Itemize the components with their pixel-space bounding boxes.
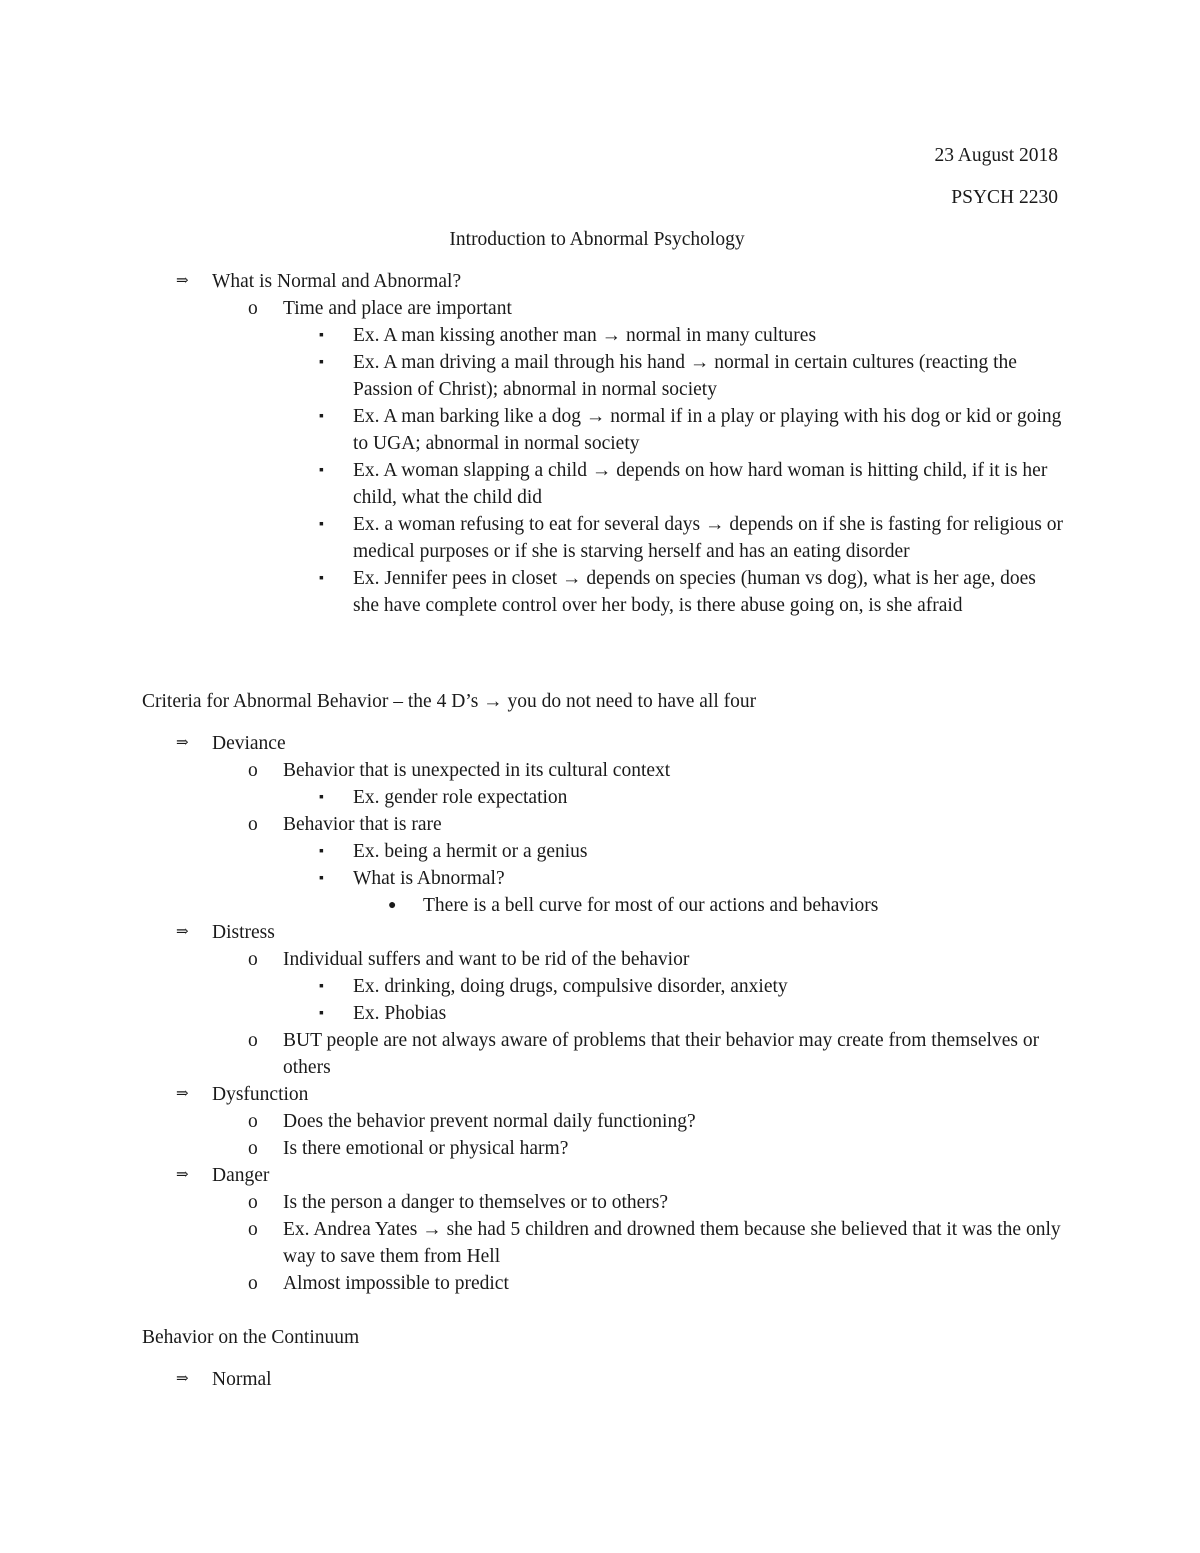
square-bullet-icon: ▪ <box>319 1006 324 1021</box>
continuum-heading: Behavior on the Continuum <box>142 1327 360 1348</box>
square-bullet-icon: ▪ <box>319 844 324 859</box>
list-item: ⇒ Deviance <box>0 730 1200 757</box>
list-item: o BUT people are not always aware of problems that their behavior may create from themselves or others <box>0 1027 1200 1081</box>
list-item: ▪ What is Abnormal? <box>0 865 1200 892</box>
list-item: ▪ Ex. A woman slapping a child → depends on how hard woman is hitting child, if it is her child, what the child did <box>0 457 1200 511</box>
list-item: ▪ Ex. Jennifer pees in closet → depends on species (human vs dog), what is her age, does she have complete control over her body, is there abuse going on, is she afraid <box>0 565 1200 619</box>
list-item: o Does the behavior prevent normal daily functioning? <box>0 1108 1200 1135</box>
list-item: ▪ Ex. drinking, doing drugs, compulsive disorder, anxiety <box>0 973 1200 1000</box>
circle-bullet-icon: o <box>248 760 258 781</box>
list-item: ● There is a bell curve for most of our actions and behaviors <box>0 892 1200 919</box>
list-item: ⇒ Danger <box>0 1162 1200 1189</box>
list-item: o Ex. Andrea Yates → she had 5 children and drowned them because she believed that it was the only way to save them from Hell <box>0 1216 1200 1270</box>
circle-bullet-icon: o <box>248 1273 258 1294</box>
list-item: ▪ Ex. being a hermit or a genius <box>0 838 1200 865</box>
arrow-bullet-icon: ⇒ <box>176 1371 189 1387</box>
normal-abnormal-block <box>0 268 1200 619</box>
list-item: o Almost impossible to predict <box>0 1270 1200 1297</box>
list-item: ▪ Ex. Phobias <box>0 1000 1200 1027</box>
square-bullet-icon: ▪ <box>319 328 324 343</box>
list-item: ⇒ Dysfunction <box>0 1081 1200 1108</box>
criteria-heading: Criteria for Abnormal Behavior – the 4 D’s → you do not need to have all four <box>142 691 757 712</box>
list-item: o Behavior that is rare <box>0 811 1200 838</box>
arrow-bullet-icon: ⇒ <box>176 273 189 289</box>
arrow-bullet-icon: ⇒ <box>176 735 189 751</box>
square-bullet-icon: ▪ <box>319 979 324 994</box>
list-item: o Time and place are important <box>0 295 1200 322</box>
document-title: Introduction to Abnormal Psychology <box>449 229 745 250</box>
circle-bullet-icon: o <box>248 949 258 970</box>
dot-bullet-icon: ● <box>388 898 397 913</box>
square-bullet-icon: ▪ <box>319 355 324 370</box>
arrow-bullet-icon: ⇒ <box>176 924 189 940</box>
list-item: o Is there emotional or physical harm? <box>0 1135 1200 1162</box>
list-item: ⇒ What is Normal and Abnormal? <box>0 268 1200 295</box>
list-item: ▪ Ex. A man barking like a dog → normal if in a play or playing with his dog or kid or going to UGA; abnormal in normal society <box>0 403 1200 457</box>
list-item: o Behavior that is unexpected in its cultural context <box>0 757 1200 784</box>
date-line: 23 August 2018 <box>934 145 1058 166</box>
list-item: ⇒ Distress <box>0 919 1200 946</box>
list-item: ▪ Ex. A man kissing another man → normal in many cultures <box>0 322 1200 349</box>
square-bullet-icon: ▪ <box>319 871 324 886</box>
list-item: o Is the person a danger to themselves or to others? <box>0 1189 1200 1216</box>
list-item: ▪ Ex. a woman refusing to eat for several days → depends on if she is fasting for religious or medical purposes or if she is starving herself and has an eating disorder <box>0 511 1200 565</box>
circle-bullet-icon: o <box>248 1111 258 1132</box>
list-item: ▪ Ex. A man driving a mail through his hand → normal in certain cultures (reacting the Passion of Christ); abnormal in normal society <box>0 349 1200 403</box>
circle-bullet-icon: o <box>248 1219 258 1240</box>
list-item: ▪ Ex. gender role expectation <box>0 784 1200 811</box>
square-bullet-icon: ▪ <box>319 463 324 478</box>
circle-bullet-icon: o <box>248 814 258 835</box>
list-item: o Individual suffers and want to be rid of the behavior <box>0 946 1200 973</box>
square-bullet-icon: ▪ <box>319 790 324 805</box>
circle-bullet-icon: o <box>248 1192 258 1213</box>
circle-bullet-icon: o <box>248 1030 258 1051</box>
course-line: PSYCH 2230 <box>951 187 1058 208</box>
arrow-bullet-icon: ⇒ <box>176 1086 189 1102</box>
circle-bullet-icon: o <box>248 1138 258 1159</box>
list-item: ⇒ Normal <box>0 1366 1200 1393</box>
circle-bullet-icon: o <box>248 298 258 319</box>
square-bullet-icon: ▪ <box>319 409 324 424</box>
square-bullet-icon: ▪ <box>319 571 324 586</box>
continuum-block <box>0 1366 1200 1393</box>
criteria-block <box>0 730 1200 1297</box>
arrow-bullet-icon: ⇒ <box>176 1167 189 1183</box>
square-bullet-icon: ▪ <box>319 517 324 532</box>
